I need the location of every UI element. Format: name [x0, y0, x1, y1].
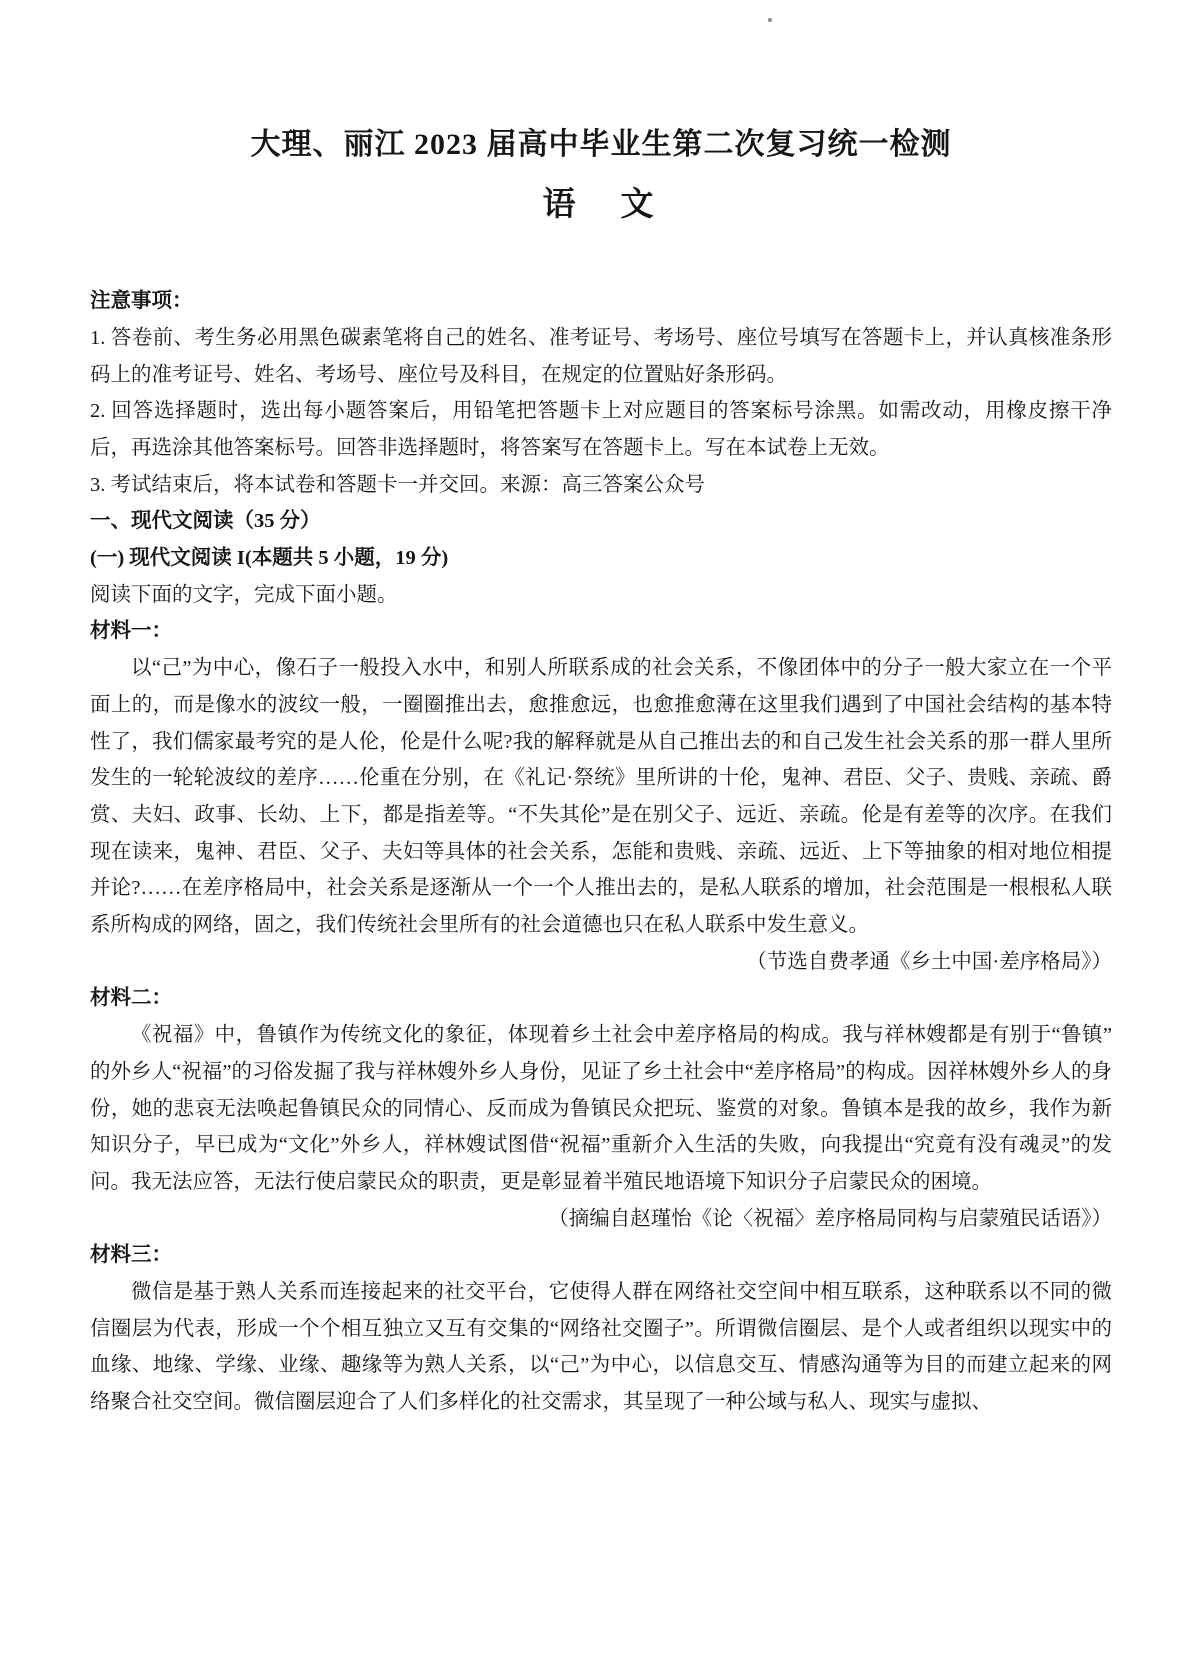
section-modern-reading [90, 503, 1112, 1421]
notice-item-2: 2. 回答选择题时，选出每小题答案后，用铅笔把答题卡上对应题目的答案标号涂黑。如需改动，用橡皮擦干净后，再选涂其他答案标号。回答非选择题时，将答案写在答题卡上。写在本试卷上无效。 [90, 400, 1112, 459]
subject-title: 语 文 [542, 186, 660, 223]
material-3-text: 微信是基于熟人关系而连接起来的社交平台，它使得人群在网络社交空间中相互联系，这种联系以不同的微信圈层为代表，形成一个个相互独立又互有交集的“网络社交圈子”。所谓微信圈层、是个人或者组织以现实中的血缘、地缘、学缘、业缘、趣缘等为熟人关系，以“己”为中心，以信息交互、情感沟通等为目的而建立起来的网络聚合社交空间。微信圈层迎合了人们多样化的社交需求，其呈现了一种公域与私人、现实与虚拟、 [90, 1281, 1112, 1414]
material-3-block [90, 1237, 1112, 1421]
material-2-block [90, 980, 1112, 1237]
material-3-label: 材料三： [90, 1244, 172, 1267]
material-2-text: 《祝福》中，鲁镇作为传统文化的象征，体现着乡土社会中差序格局的构成。我与祥林嫂都是有别于“鲁镇”的外乡人“祝福”的习俗发掘了我与祥林嫂外乡人身份，见证了乡土社会中“差序格局”的构成。因祥林嫂外乡人的身份，她的悲哀无法唤起鲁镇民众的同情心、反而成为鲁镇民众把玩、鉴赏的对象。鲁镇本是我的故乡，我作为新知识分子，早已成为“文化”外乡人，祥林嫂试图借“祝福”重新介入生活的失败，向我提出“究竟有没有魂灵”的发问。我无法应答，无法行使启蒙民众的职责，更是彰显着半殖民地语境下知识分子启蒙民众的困境。 [90, 1024, 1112, 1193]
material-1-source: （节选自费孝通《乡土中国·差序格局》） [746, 950, 1112, 973]
document-body [90, 283, 1112, 1421]
stray-mark [768, 18, 772, 22]
material-2-label: 材料二： [90, 987, 172, 1010]
subsection-heading: (一) 现代文阅读 I(本题共 5 小题，19 分) [90, 547, 449, 570]
material-1-text: 以“己”为中心，像石子一般投入水中，和别人所联系成的社会关系，不像团体中的分子一般大家立在一个平面上的，而是像水的波纹一般，一圈圈推出去，愈推愈远，也愈推愈薄在这里我们遇到了中国社会结构的基本特性了，我们儒家最考究的是人伦，伦是什么呢?我的解释就是从自己推出去的和自己发生社会关系的那一群人里所发生的一轮轮波纹的差序……伦重在分别，在《礼记·祭统》里所讲的十伦，鬼神、君臣、父子、贵贱、亲疏、爵赏、夫妇、政事、长幼、上下，都是指差等。“不失其伦”是在别父子、远近、亲疏。伦是有差等的次序。在我们现在读来，鬼神、君臣、父子、夫妇等具体的社会关系，怎能和贵贱、亲疏、远近、上下等抽象的相对地位相提并论?……在差序格局中，社会关系是逐渐从一个一个人推出去的，是私人联系的增加，社会范围是一根根私人联系所构成的网络，固之，我们传统社会里所有的社会道德也只在私人联系中发生意义。 [90, 657, 1112, 937]
notice-heading: 注意事项： [90, 290, 193, 313]
material-2-source: （摘编自赵瑾怡《论〈祝福〉差序格局同构与启蒙殖民话语》） [548, 1207, 1112, 1230]
notice-section [90, 283, 1112, 503]
section-heading: 一、现代文阅读（35 分） [90, 510, 321, 533]
material-1-block [90, 613, 1112, 980]
material-1-label: 材料一： [90, 620, 172, 643]
page-title: 大理、丽江 2023 届高中毕业生第二次复习统一检测 [250, 128, 952, 161]
reading-instruction: 阅读下面的文字，完成下面小题。 [90, 583, 398, 606]
notice-item-3: 3. 考试结束后，将本试卷和答题卡一并交回。来源：高三答案公众号 [90, 473, 705, 496]
notice-item-1: 1. 答卷前、考生务必用黑色碳素笔将自己的姓名、准考证号、考场号、座位号填写在答题卡上，并认真核准条形码上的准考证号、姓名、考场号、座位号及科目，在规定的位置贴好条形码。 [90, 326, 1112, 386]
